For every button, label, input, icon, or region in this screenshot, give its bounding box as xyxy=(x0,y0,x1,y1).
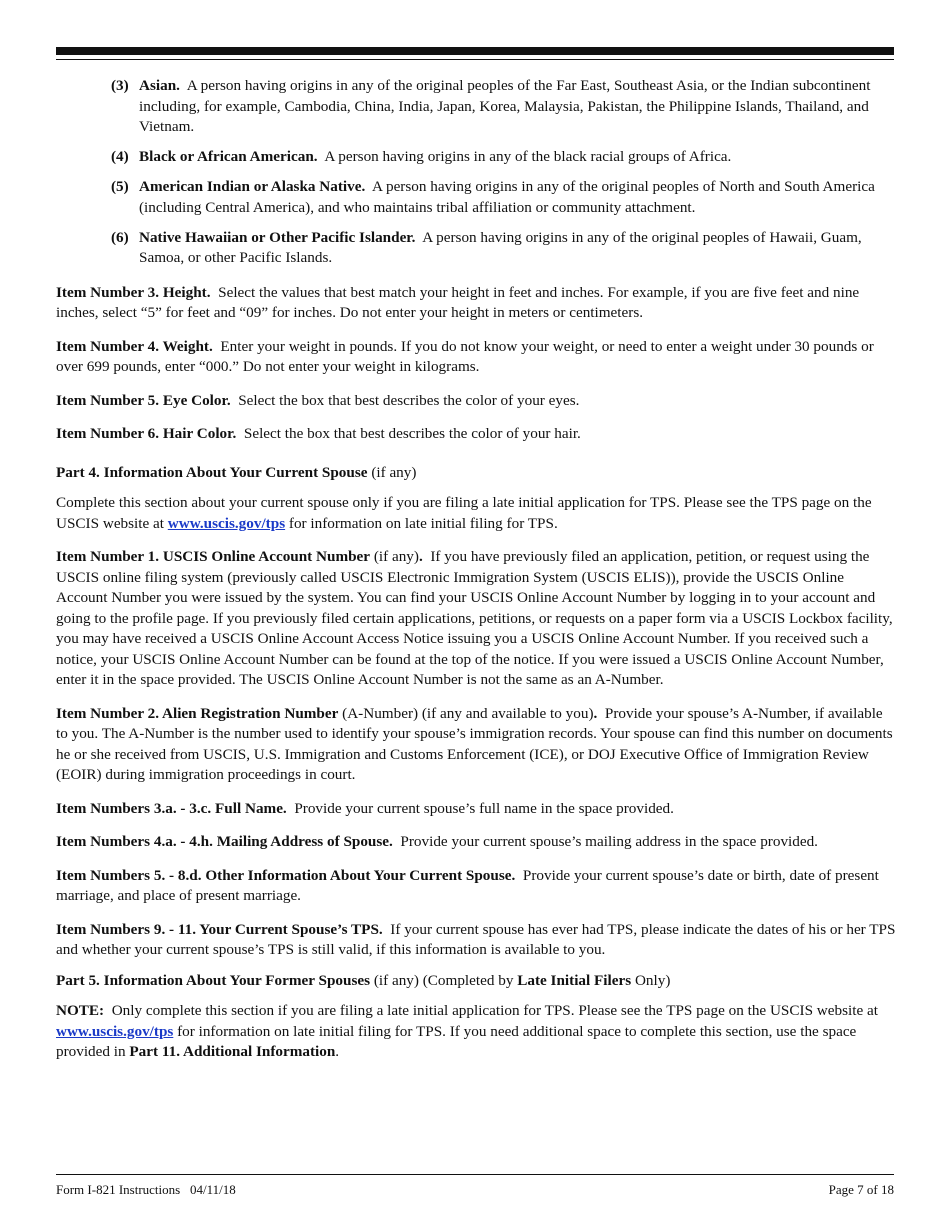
list-item-text: A person having origins in any of the original peoples of the Far East, Southeast Asia, or the Indian subcontinent including, for example, Cambodia, China, India, Japan, Korea, Malaysia, Pakistan, the Philippine Islands, Thailand, and Vietnam. xyxy=(139,77,871,135)
part4-item-full-name: Item Numbers 3.a. - 3.c. Full Name. Provide your current spouse’s full name in the space provided. xyxy=(56,799,674,817)
item-weight: Item Number 4. Weight. Enter your weight in pounds. If you do not know your weight, or need to enter a weight under 30 pounds or over 699 pounds, enter “000.” Do not enter your weight in kilograms. xyxy=(56,337,874,375)
list-item-asian: (3) Asian. A person having origins in any of the original peoples of the Far East, Southeast Asia, or the Indian subcontinent including, for example, Cambodia, China, India, Japan, Korea, Malaysia, Pakistan, the Philippine Islands, Thailand, and Vietnam. xyxy=(111,77,871,135)
list-item-american-indian: (5) American Indian or Alaska Native. A person having origins in any of the original peoples of North and South America (including Central America), and who maintains tribal affiliation or community attachment. xyxy=(111,178,875,216)
uscis-tps-link[interactable]: www.uscis.gov/tps xyxy=(167,514,286,532)
part4-item-spouse-tps: Item Numbers 9. - 11. Your Current Spouse’s TPS. If your current spouse has ever had TPS, please indicate the dates of his or her TPS and whether your current spouse’s TPS is still valid, if this information is available to you. xyxy=(56,920,896,958)
header-thin-rule xyxy=(56,59,894,60)
list-item-text: A person having origins in any of the original peoples of Hawaii, Guam, Samoa, or other Pacific Islands. xyxy=(139,228,862,266)
list-item-pacific-islander: (6) Native Hawaiian or Other Pacific Islander. A person having origins in any of the original peoples of Hawaii, Guam, Samoa, or other Pacific Islands. xyxy=(111,228,862,266)
item-hair-color: Item Number 6. Hair Color. Select the box that best describes the color of your hair. xyxy=(56,425,581,442)
part5-heading: Part 5. Information About Your Former Spouses (if any) (Completed by Late Initial Filers Only) xyxy=(56,971,671,989)
page-content xyxy=(56,76,896,1076)
part4-item-mailing-address: Item Numbers 4.a. - 4.h. Mailing Address of Spouse. Provide your current spouse’s mailing address in the space provided. xyxy=(56,833,818,850)
list-item-title: Native Hawaiian or Other Pacific Islander. xyxy=(139,228,416,246)
part4-item-other-info: Item Numbers 5. - 8.d. Other Information About Your Current Spouse. Provide your current spouse’s date or birth, date of present marriage, and place of present marriage. xyxy=(56,866,879,904)
footer-page-number: Page 7 of 18 xyxy=(828,1182,894,1197)
list-item-title: Black or African American. xyxy=(139,148,318,165)
part4-item-a-number: Item Number 2. Alien Registration Number (A-Number) (if any and available to you). Provide your spouse’s A-Number, if available to you. The A-Number is the number used to identify your spouse’s immigration records. Your spouse can find this number on documents he or she received from USCIS, U.S. Immigration and Customs Enforcement (ICE), or DOJ Executive Office of Immigration Review (EOIR) during immigration proceedings in court. xyxy=(56,704,893,783)
list-item-title: American Indian or Alaska Native. xyxy=(139,178,366,195)
list-item-text: A person having origins in any of the original peoples of North and South America (including Central America), and who maintains tribal affiliation or community attachment. xyxy=(139,178,875,216)
list-item-text: A person having origins in any of the black racial groups of Africa. xyxy=(324,148,732,165)
list-item-black: (4) Black or African American. A person having origins in any of the black racial groups of Africa. xyxy=(111,148,732,165)
item-height: Item Number 3. Height. Select the values that best match your height in feet and inches. For example, if you are five feet and nine inches, select “5” for feet and “09” for inches. Do not enter your height in meters or centimeters. xyxy=(56,283,860,321)
part5-note: NOTE: Only complete this section if you are filing a late initial application for TPS. Please see the TPS page on the USCIS website at www.uscis.gov/tps for information on late initial filing for TPS. If you need additional space to complete this section, use the space provided in Part 11. Additional Information. xyxy=(56,1002,878,1060)
part4-heading: Part 4. Information About Your Current Spouse (if any) xyxy=(56,463,417,481)
footer-form-id: Form I-821 Instructions 04/11/18 xyxy=(56,1182,236,1197)
part4-intro: Complete this section about your current spouse only if you are filing a late initial application for TPS. Please see the TPS page on the USCIS website at www.uscis.gov/tps for information on late initial filing for TPS. xyxy=(56,494,872,532)
footer-rule xyxy=(56,1174,894,1175)
uscis-tps-link-2[interactable]: www.uscis.gov/tps xyxy=(56,1022,174,1040)
part4-item-online-account: Item Number 1. USCIS Online Account Number (if any). If you have previously filed an application, petition, or request using the USCIS online filing system (previously called USCIS Electronic Immigration System (USCIS ELIS)), provide the USCIS Online Account Number you were issued by the system. You can find your USCIS Online Account Number by logging in to your account and going to the profile page. If you previously filed certain applications, petitions, or requests on a paper form via a USCIS Lockbox facility, you may have received a USCIS Online Account Access Notice issuing you a USCIS Online Account Number. If you received such a notice, your USCIS Online Account Number can be found at the top of the notice. If you were issued a USCIS Online Account Number, enter it in the space provided. The USCIS Online Account Number is not the same as an A-Number. xyxy=(56,548,893,688)
item-eye-color: Item Number 5. Eye Color. Select the box that best describes the color of your eyes. xyxy=(56,391,580,409)
list-item-title: Asian. xyxy=(139,77,180,94)
header-thick-rule xyxy=(56,47,894,55)
